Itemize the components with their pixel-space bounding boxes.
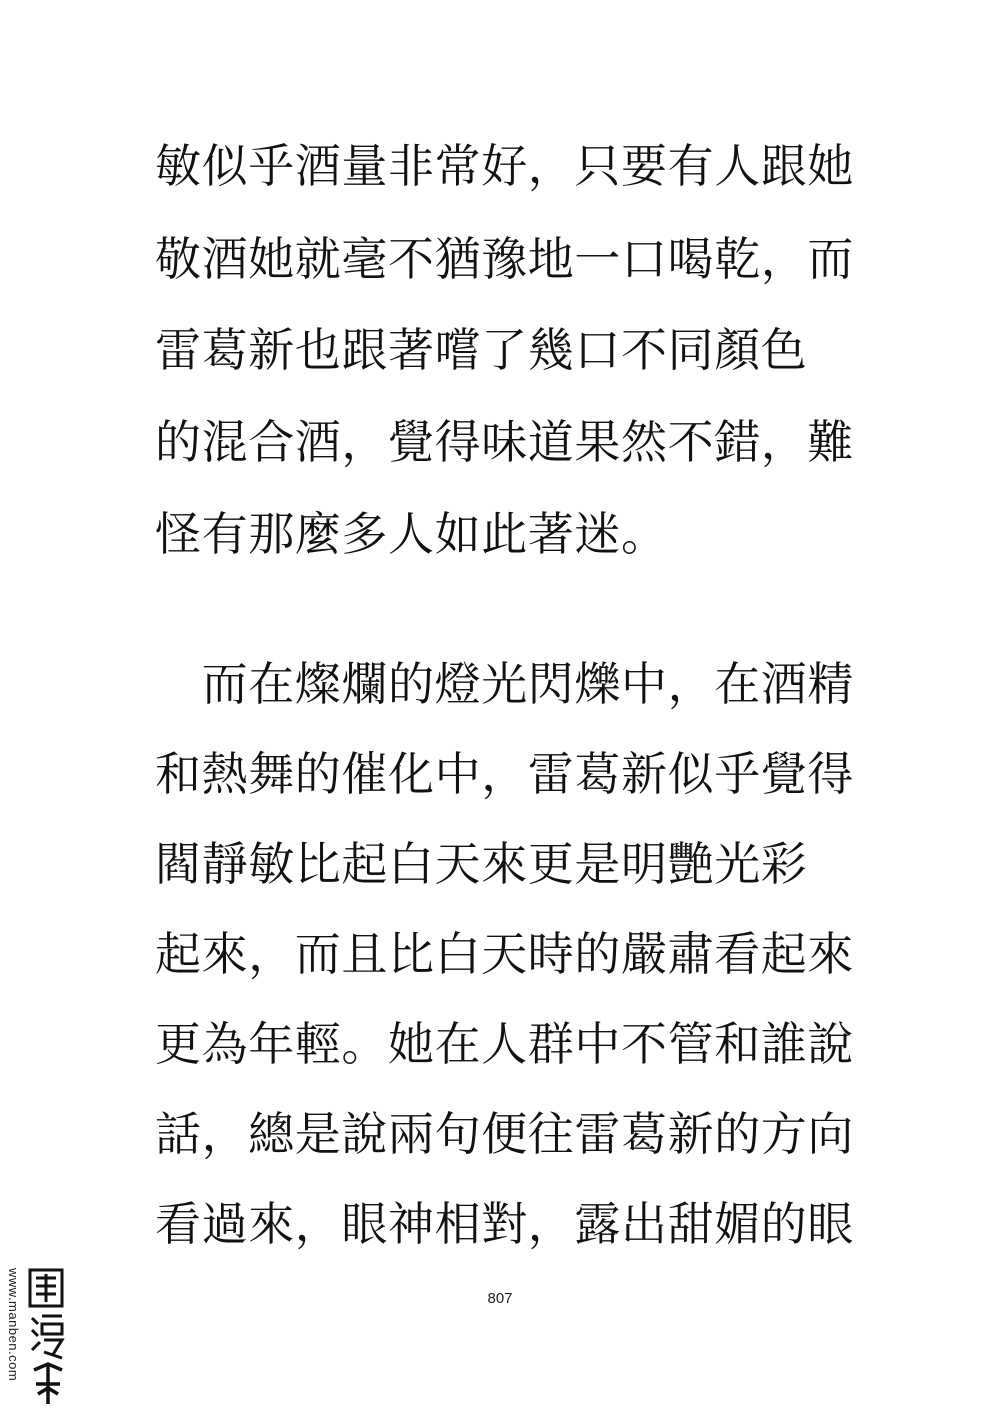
text-line: 和熱舞的催化中，雷葛新似乎覺得 (155, 747, 854, 801)
manben-logo-icon (28, 1266, 66, 1406)
text-line: 而在燦爛的燈光閃爍中，在酒精 (155, 657, 854, 711)
text-line: 話，總是說兩句便往雷葛新的方向 (155, 1107, 854, 1161)
text-line: 起來，而且比白天時的嚴肅看起來 (155, 927, 854, 981)
text-line: 敏似乎酒量非常好，只要有人跟她 (155, 139, 854, 193)
text-line: 怪有那麼多人如此著迷。 (155, 507, 668, 561)
text-line: 的混合酒，覺得味道果然不錯，難 (155, 415, 854, 469)
text-line: 閻靜敏比起白天來更是明艷光彩 (155, 837, 808, 891)
page-number: 807 (487, 1290, 513, 1307)
watermark-url: www.manben.com (6, 1268, 21, 1382)
text-line: 看過來，眼神相對，露出甜媚的眼 (155, 1197, 854, 1251)
text-line: 雷葛新也跟著嚐了幾口不同顏色 (155, 323, 808, 377)
text-line: 敬酒她就毫不猶豫地一口喝乾，而 (155, 232, 854, 286)
text-line: 更為年輕。她在人群中不管和誰說 (155, 1017, 854, 1071)
